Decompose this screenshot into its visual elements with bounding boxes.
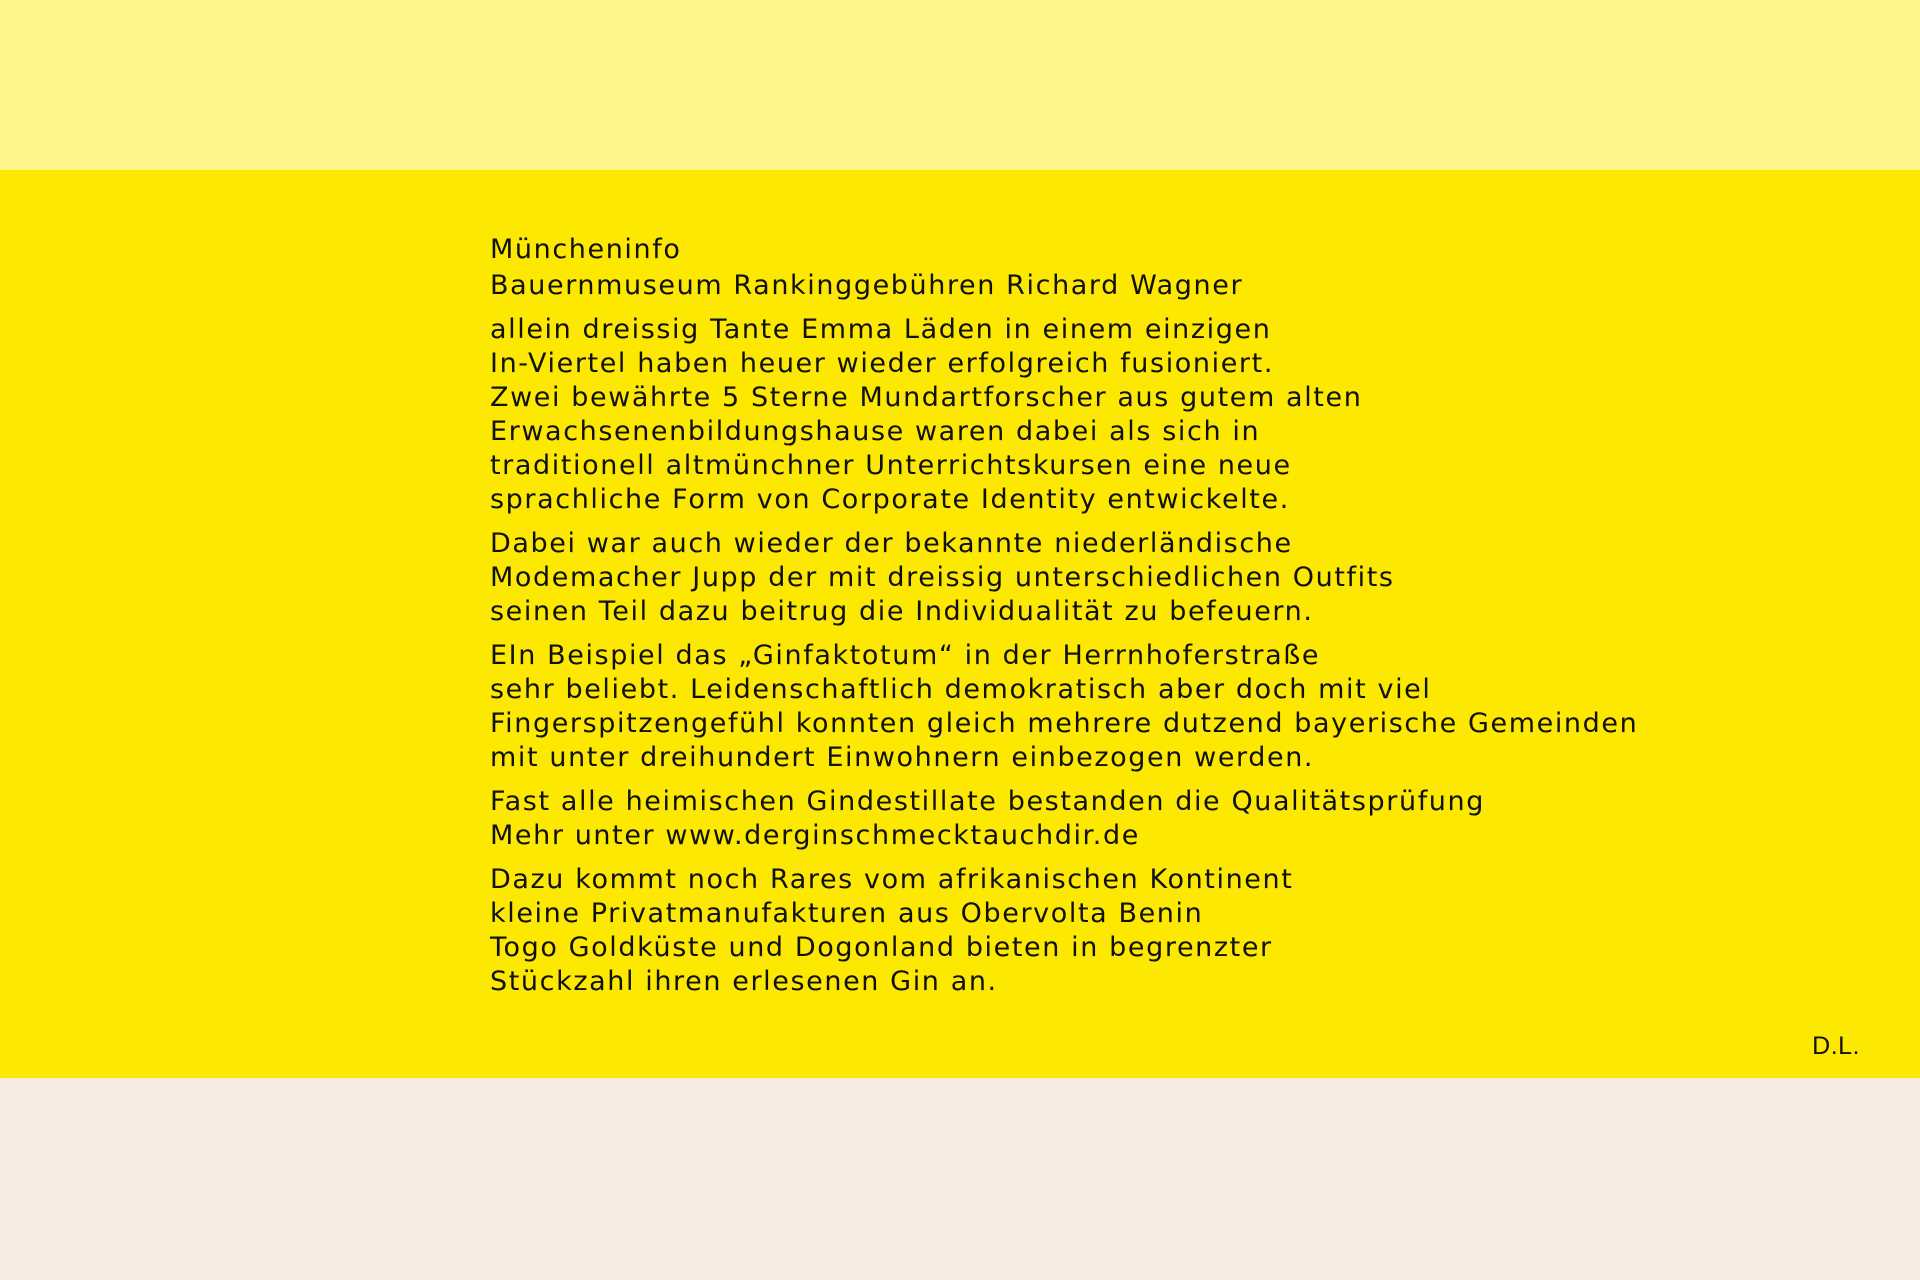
paragraph-4 <box>490 785 1690 853</box>
text-line: Fingerspitzengefühl konnten gleich mehrere dutzend bayerische Gemeinden <box>490 708 1639 739</box>
text-line: In-Viertel haben heuer wieder erfolgreich fusioniert. <box>490 348 1275 379</box>
heading-block <box>490 233 1690 303</box>
paragraph-1 <box>490 313 1690 517</box>
text-line: Modemacher Jupp der mit dreissig unterschiedlichen Outfits <box>490 562 1395 593</box>
text-line: Fast alle heimischen Gindestillate bestanden die Qualitätsprüfung <box>490 786 1485 817</box>
text-line: traditionell altmünchner Unterrichtskursen eine neue <box>490 450 1292 481</box>
text-line: sprachliche Form von Corporate Identity entwickelte. <box>490 484 1290 515</box>
text-line: allein dreissig Tante Emma Läden in einem einzigen <box>490 314 1272 345</box>
bottom-band <box>0 1078 1920 1280</box>
heading-title: Müncheninfo <box>490 234 682 265</box>
paragraph-2 <box>490 527 1690 629</box>
text-line: mit unter dreihundert Einwohnern einbezogen werden. <box>490 742 1315 773</box>
text-line: seinen Teil dazu beitrug die Individualität zu befeuern. <box>490 596 1314 627</box>
paragraph-5 <box>490 863 1690 999</box>
signature: D.L. <box>1812 1032 1860 1060</box>
text-line: Zwei bewährte 5 Sterne Mundartforscher aus gutem alten <box>490 382 1363 413</box>
website-line: Mehr unter www.derginschmecktauchdir.de <box>490 820 1140 851</box>
paragraph-3 <box>490 639 1690 775</box>
heading-subtitle: Bauernmuseum Rankinggebühren Richard Wagner <box>490 270 1244 301</box>
text-line: Dazu kommt noch Rares vom afrikanischen Kontinent <box>490 864 1294 895</box>
top-band <box>0 0 1920 170</box>
text-line: Erwachsenenbildungshause waren dabei als sich in <box>490 416 1261 447</box>
text-line: EIn Beispiel das „Ginfaktotum“ in der Herrnhoferstraße <box>490 640 1321 671</box>
text-line: Dabei war auch wieder der bekannte niederländische <box>490 528 1293 559</box>
text-line: Stückzahl ihren erlesenen Gin an. <box>490 966 998 997</box>
text-line: Togo Goldküste und Dogonland bieten in begrenzter <box>490 932 1273 963</box>
text-line: kleine Privatmanufakturen aus Obervolta Benin <box>490 898 1204 929</box>
text-line: sehr beliebt. Leidenschaftlich demokratisch aber doch mit viel <box>490 674 1432 705</box>
article-text <box>490 233 1690 1009</box>
